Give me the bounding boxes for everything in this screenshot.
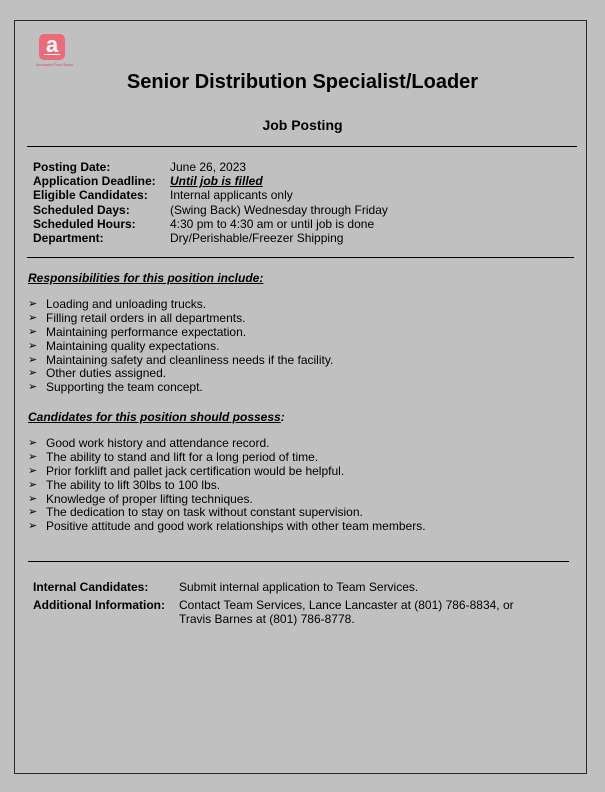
detail-label: Eligible Candidates: [33, 188, 148, 203]
list-item-text: Knowledge of proper lifting techniques. [46, 491, 253, 506]
divider-top [27, 146, 577, 147]
list-item [28, 312, 333, 326]
arrow-bullet-icon: ➢ [28, 478, 38, 491]
detail-value: Until job is filled [170, 174, 263, 189]
list-item-text: Prior forklift and pallet jack certification would be helpful. [46, 463, 345, 478]
detail-label: Scheduled Days: [33, 202, 130, 217]
list-item-text: Loading and unloading trucks. [46, 297, 207, 311]
list-item-text: Supporting the team concept. [46, 380, 203, 395]
list-item [28, 354, 333, 368]
divider-footer [28, 561, 569, 562]
list-item [28, 506, 426, 520]
arrow-bullet-icon: ➢ [28, 325, 38, 338]
list-item-text: Filling retail orders in all departments. [46, 310, 246, 325]
list-item-text: Maintaining safety and cleanliness needs if the facility. [46, 352, 334, 367]
list-item-text: Other duties assigned. [46, 366, 167, 381]
internal-candidates-value: Submit internal application to Team Services. [179, 580, 419, 594]
list-item-text: Good work history and attendance record. [46, 436, 270, 450]
page-subtitle: Job Posting [262, 117, 343, 133]
qualifications-heading-colon: : [280, 410, 285, 424]
list-item-text: Maintaining performance expectation. [46, 324, 247, 339]
detail-value: June 26, 2023 [170, 160, 247, 174]
responsibilities-heading [28, 271, 263, 286]
logo-letter: a [45, 32, 59, 57]
logo-tagline: Associated Food Stores [36, 63, 74, 67]
detail-value: 4:30 pm to 4:30 am or until job is done [170, 216, 375, 231]
list-item-text: Positive attitude and good work relationships with other team members. [46, 519, 426, 534]
list-item [28, 340, 333, 354]
additional-info-value [179, 598, 514, 626]
detail-value: Internal applicants only [170, 188, 293, 203]
arrow-bullet-icon: ➢ [28, 381, 38, 394]
list-item [28, 451, 426, 465]
divider-details [27, 257, 574, 258]
list-item [28, 479, 426, 493]
list-item-text: The ability to stand and lift for a long period of time. [46, 449, 319, 464]
detail-label: Department: [33, 230, 104, 245]
list-item [28, 326, 333, 340]
list-item [28, 367, 333, 381]
list-item-text: Maintaining quality expectations. [46, 338, 220, 353]
responsibilities-heading-text: Responsibilities for this position include: [28, 271, 264, 285]
arrow-bullet-icon: ➢ [28, 464, 38, 477]
list-item-text: The ability to lift 30lbs to 100 lbs. [46, 477, 221, 492]
page-title: Senior Distribution Specialist/Loader [126, 71, 479, 93]
list-item [28, 520, 426, 534]
arrow-bullet-icon: ➢ [28, 311, 38, 324]
arrow-bullet-icon: ➢ [28, 492, 38, 505]
detail-value: Dry/Perishable/Freezer Shipping [170, 230, 344, 245]
list-item [28, 381, 333, 395]
list-item [28, 493, 426, 507]
arrow-bullet-icon: ➢ [28, 506, 38, 519]
arrow-bullet-icon: ➢ [28, 367, 38, 380]
arrow-bullet-icon: ➢ [28, 520, 38, 533]
arrow-bullet-icon: ➢ [28, 450, 38, 463]
detail-value: (Swing Back) Wednesday through Friday [170, 202, 388, 217]
arrow-bullet-icon: ➢ [28, 437, 38, 449]
additional-info-label: Additional Information: [33, 598, 165, 612]
list-item [28, 298, 333, 312]
qualifications-heading [28, 410, 285, 425]
list-item-text: The dedication to stay on task without constant supervision. [46, 505, 363, 520]
additional-info-line: Travis Barnes at (801) 786-8778. [179, 612, 355, 626]
additional-info-line: Contact Team Services, Lance Lancaster at (801) 786-8834, or [179, 598, 514, 612]
list-item [28, 465, 426, 479]
arrow-bullet-icon: ➢ [28, 339, 38, 352]
qualifications-heading-text: Candidates for this position should possess [28, 410, 281, 424]
internal-candidates-label: Internal Candidates: [33, 580, 149, 594]
detail-label: Scheduled Hours: [33, 216, 136, 231]
list-item [28, 437, 426, 451]
company-logo [36, 34, 80, 70]
arrow-bullet-icon: ➢ [28, 298, 38, 310]
detail-label: Application Deadline: [33, 174, 156, 189]
cart-icon [44, 54, 60, 58]
detail-label: Posting Date: [33, 160, 111, 174]
arrow-bullet-icon: ➢ [28, 353, 38, 366]
responsibilities-list [28, 298, 333, 395]
qualifications-list [28, 437, 426, 534]
